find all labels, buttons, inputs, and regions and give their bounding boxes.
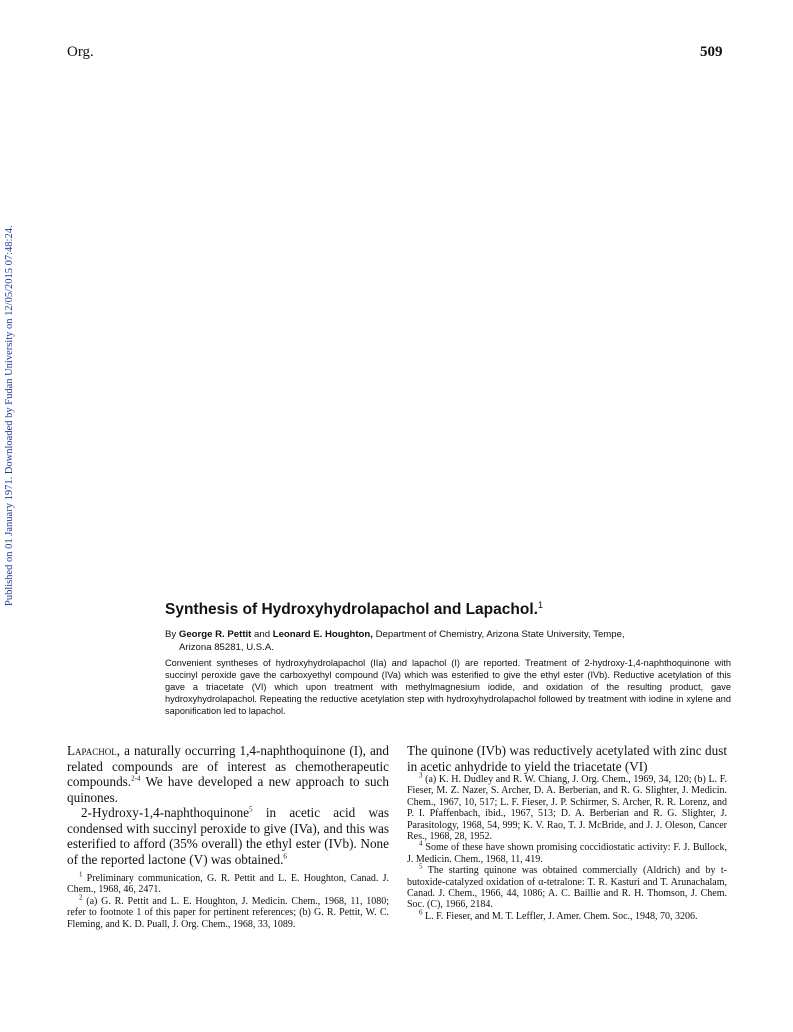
footnotes [67,870,389,930]
footnote-mark: 4 [419,840,423,849]
paragraph-text: in acetic acid was condensed with succinyl peroxide to give (IVa), and this was esterified to afford (35% overall) the ethyl ester (IVb). None of the reported lactone (V) was obtained. [67,805,389,867]
paragraph [67,805,389,867]
footnote-mark: 2 [79,893,83,902]
byline [165,628,730,654]
journal-running-head: Org. [67,44,94,60]
footnote [67,870,389,896]
byline-prefix: By [165,629,177,640]
lead-word: Lapachol [67,743,117,758]
footnote-text: The starting quinone was obtained commercially (Aldrich) and by t-butoxide-catalyzed oxidation of α-tetralone: T. R. Kasturi and T. Arunachalam, Canad. J. Chem., 1966, 44, 1086; A. C. Baillie and R. H. Thomson, J. Chem. Soc. (C), 1966, 2184. [407,865,727,911]
footnote [407,862,727,911]
title-footnote-mark: 1 [537,599,543,610]
affiliation-continued: Arizona 85281, U.S.A. [179,642,274,653]
paragraph [67,743,389,805]
abstract: Convenient syntheses of hydroxyhydrolapachol (IIa) and lapachol (I) are reported. Treatment of 2-hydroxy-1,4-naphthoquinone with succinyl peroxide gave the carboxyethyl compound (IVa) which was esterified to give the ethyl ester (IVb). Reductive acetylation of this gave a triacetate (VI) which upon treatment with methylmagnesium iodide, and oxidation of the resulting product, gave hydroxyhydrolapachol. Repeating the reductive acetylation step with hydroxyhydrolapachol followed by treatment with iodine in xylene and saponification led to lapachol. [165,658,731,716]
paragraph-text: 2-Hydroxy-1,4-naphthoquinone [81,805,250,820]
footnote-text: L. F. Fieser, and M. T. Leffler, J. Amer. Chem. Soc., 1948, 70, 3206. [422,910,698,922]
footnote-mark: 1 [79,870,83,879]
author-name: Leonard E. Houghton, [272,629,373,640]
body-text [67,743,389,867]
affiliation: Department of Chemistry, Arizona State University, Tempe, [375,629,625,640]
paragraph-text: We have developed a new approach to such quinones. [67,774,389,805]
body-text [407,743,727,774]
footnote [67,893,389,930]
footnote [407,842,727,865]
footnote-mark: 3 [419,771,423,780]
footnote-text: Some of these have shown promising coccidiostatic activity: F. J. Bullock, J. Medicin. Chem., 1968, 11, 419. [407,842,727,865]
download-watermark-note: Published on 01 January 1971. Downloaded by Fudan University on 12/05/2015 07:48:24. [4,225,15,607]
article-title [165,601,543,619]
footnote-text: (a) G. R. Pettit and L. E. Houghton, J. Medicin. Chem., 1968, 11, 1080; refer to footnote 1 of this paper for pertinent references; (b) G. R. Pettit, W. C. Fleming, and K. D. Puall, J. Org. Chem., 1968, 33, 1089. [67,895,389,930]
footnote-text: (a) K. H. Dudley and R. W. Chiang, J. Org. Chem., 1969, 34, 120; (b) L. F. Fieser, M. Z. Nazer, S. Archer, D. A. Berberian, and R. G. Slighter, J. Medicin. Chem., 1967, 10, 517; L. F. Fieser, J. P. Schirmer, S. Archer, R. R. Lorenz, and P. I. Pfaffenbach, ibid., 1967, 513; D. A. Berberian and R. G. Slighter, J. Parasitology, 1968, 54, 999; K. V. Rao, T. J. McBride, and J. J. Oleson, Cancer Res., 1968, 28, 1952. [407,774,727,843]
page-number: 509 [700,44,723,60]
left-column [67,743,389,930]
reference-mark: 2-4 [131,774,141,783]
byline-and: and [254,629,271,640]
reference-mark: 6 [283,852,287,861]
author-name: George R. Pettit [178,629,252,640]
article-title-text: Synthesis of Hydroxyhydrolapachol and Lapachol. [165,601,538,618]
paragraph-text: , a naturally occurring 1,4-naphthoquinone (I), and related compounds are of interest as chemotherapeutic compounds. [67,743,389,789]
footnote-mark: 6 [419,908,423,917]
footnote [407,908,727,922]
footnote-text: Preliminary communication, G. R. Pettit and L. E. Houghton, Canad. J. Chem., 1968, 46, 2471. [67,873,389,896]
paragraph: The quinone (IVb) was reductively acetylated with zinc dust in acetic anhydride to yield the triacetate (VI) [407,743,727,774]
reference-mark: 5 [249,805,253,814]
footnote [407,771,727,843]
right-column [407,743,727,922]
footnote-mark: 5 [419,862,423,871]
footnotes [407,771,727,922]
